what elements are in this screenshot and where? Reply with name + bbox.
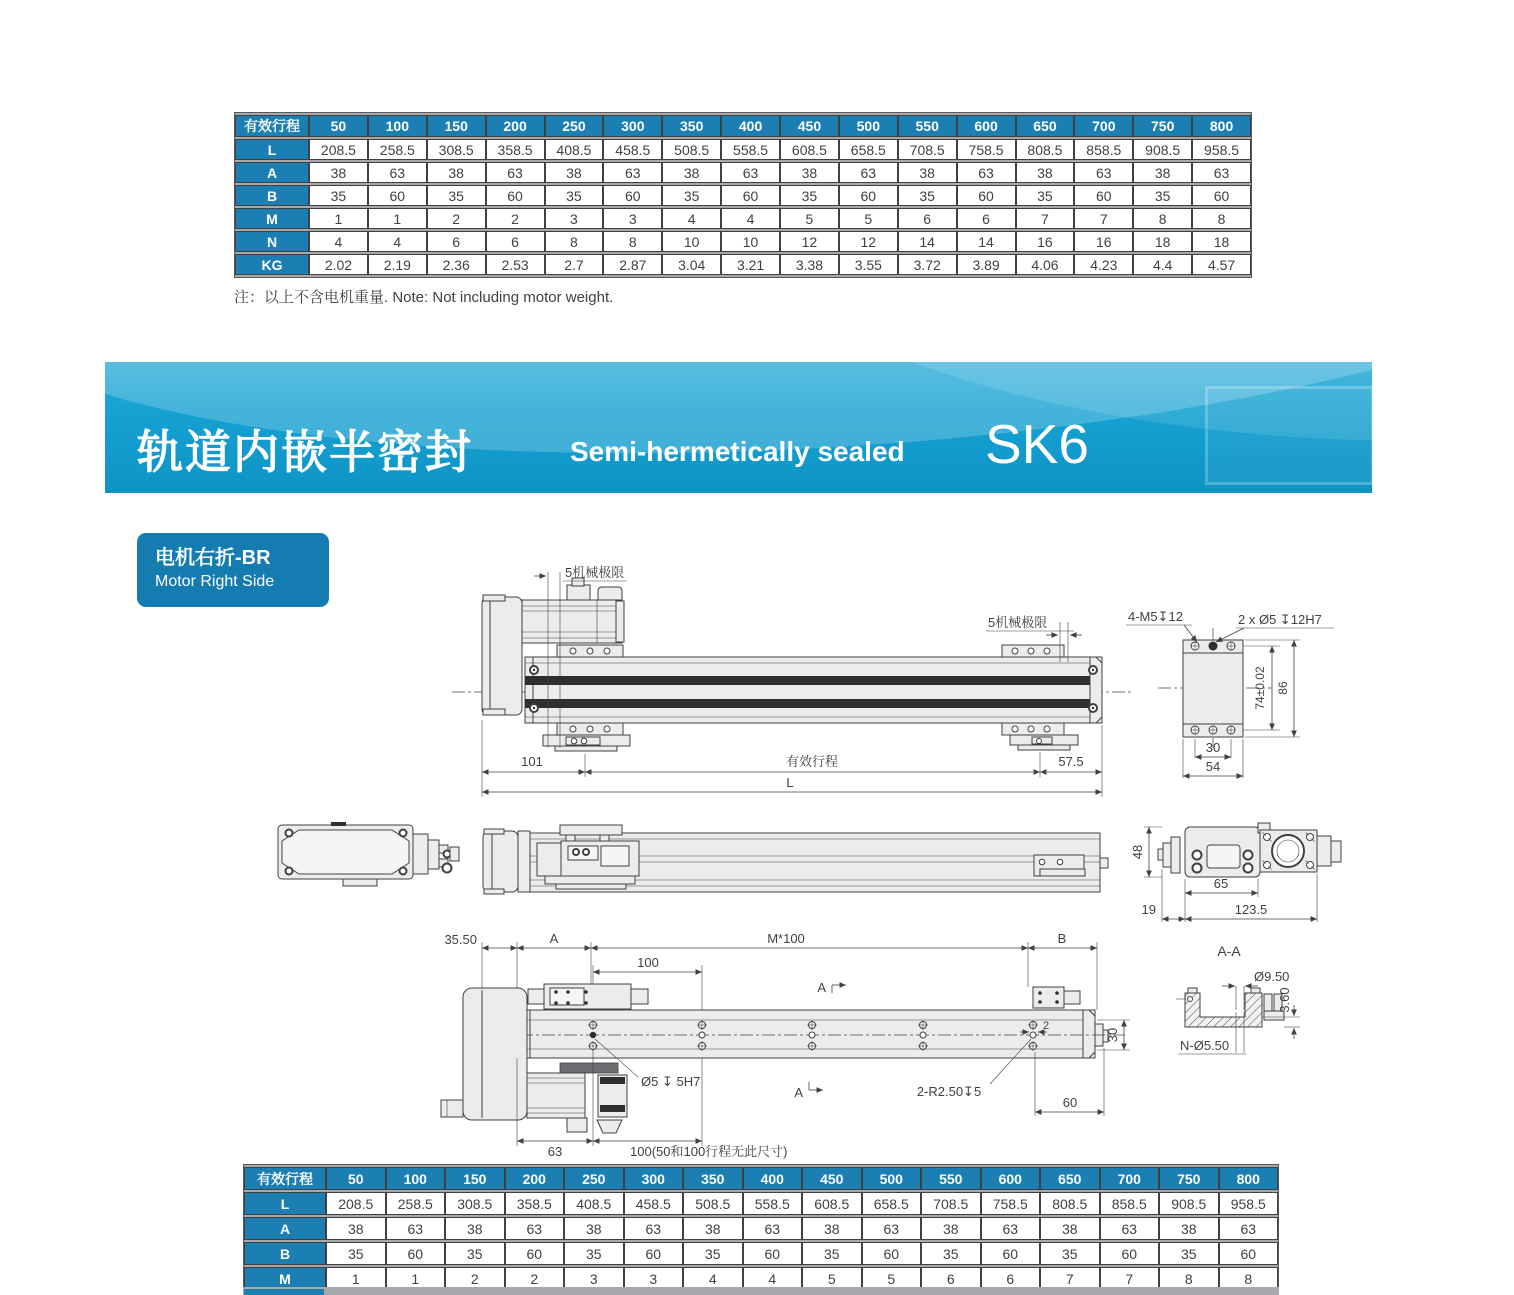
dim-65: 65 [1213, 876, 1229, 891]
spec-table-top [234, 112, 1252, 278]
spec-value: 608.5 [780, 139, 839, 160]
dim-M100: M*100 [767, 931, 805, 946]
spec-value: 658.5 [862, 1192, 922, 1215]
spec-value: 3 [603, 208, 662, 229]
dim-100: 100 [637, 955, 659, 970]
stroke-col-header: 250 [564, 1167, 624, 1190]
spec-value: 2 [486, 208, 545, 229]
stroke-col-header: 150 [445, 1167, 505, 1190]
side-profile-drawing [483, 825, 1108, 894]
stroke-col-header: 600 [981, 1167, 1041, 1190]
spec-value: 63 [957, 162, 1016, 183]
motor-connector [567, 585, 590, 600]
stroke-col-header: 650 [1016, 115, 1075, 137]
spec-value: 60 [624, 1242, 684, 1265]
stroke-col-header: 100 [368, 115, 427, 137]
stroke-col-header: 50 [309, 115, 368, 137]
motor-body [522, 600, 622, 643]
section-marker-a-bottom: A [794, 1085, 803, 1100]
spec-value: 38 [1133, 162, 1192, 183]
spec-value: 558.5 [721, 139, 780, 160]
spec-value: 658.5 [839, 139, 898, 160]
spec-value: 35 [445, 1242, 505, 1265]
spec-value: 7 [1074, 208, 1133, 229]
spec-row-A [244, 1217, 1278, 1240]
spec-value: 12 [839, 231, 898, 252]
spec-value: 60 [743, 1242, 803, 1265]
spec-value: 63 [624, 1217, 684, 1240]
spec-value: 4 [662, 208, 721, 229]
row-label: L [244, 1192, 326, 1215]
dim-19: 19 [1141, 902, 1156, 917]
motor-end-housing [482, 597, 522, 715]
spec-value: 3 [564, 1267, 624, 1290]
spec-value: 60 [721, 185, 780, 206]
stroke-col-header: 800 [1219, 1167, 1279, 1190]
spec-value: 63 [1074, 162, 1133, 183]
dim-48: 48 [1130, 844, 1145, 860]
stroke-col-header: 200 [486, 115, 545, 137]
dim-74: 74±0.02 [1253, 666, 1267, 710]
stroke-col-header: 800 [1192, 115, 1251, 137]
spec-value: 60 [505, 1242, 565, 1265]
callout-r-groove: 2-R2.50↧5 [916, 1084, 982, 1099]
spec-value: 5 [780, 208, 839, 229]
spec-value: 608.5 [802, 1192, 862, 1215]
header-row [235, 115, 1251, 137]
spec-value: 3.04 [662, 254, 721, 275]
spec-value: 258.5 [386, 1192, 446, 1215]
spec-value: 708.5 [921, 1192, 981, 1215]
spec-value: 63 [486, 162, 545, 183]
spec-value: 63 [603, 162, 662, 183]
dim-86: 86 [1276, 681, 1290, 695]
spec-value: 60 [1192, 185, 1251, 206]
dim-60: 60 [1062, 1095, 1078, 1110]
spec-value: 1 [386, 1267, 446, 1290]
spec-table-bottom [243, 1164, 1279, 1293]
dim-30-vertical: 30 [1105, 1027, 1120, 1043]
front-view-drawing [452, 565, 1132, 797]
dim-effective-stroke: 有效行程 [785, 754, 839, 769]
spec-value: 14 [898, 231, 957, 252]
spec-value: 4.4 [1133, 254, 1192, 275]
spec-value: 63 [368, 162, 427, 183]
spec-value: 358.5 [505, 1192, 565, 1215]
stroke-col-header: 750 [1159, 1167, 1219, 1190]
callout-pin-hole: Ø5 ↧ 5H7 [641, 1074, 701, 1089]
banner-title-en: Semi-hermetically sealed [570, 436, 905, 467]
spec-value: 358.5 [486, 139, 545, 160]
spec-value: 60 [486, 185, 545, 206]
rail-track-strip [525, 676, 1102, 685]
spec-value: 4.06 [1016, 254, 1075, 275]
motor-top-view-drawing [278, 822, 459, 886]
stroke-col-header: 650 [1040, 1167, 1100, 1190]
spec-value: 60 [1074, 185, 1133, 206]
spec-value: 2.19 [368, 254, 427, 275]
spec-value: 38 [326, 1217, 386, 1240]
dim-123-5: 123.5 [1234, 902, 1268, 917]
spec-value: 958.5 [1192, 139, 1251, 160]
spec-value: 3 [624, 1267, 684, 1290]
spec-value: 35 [427, 185, 486, 206]
spec-row-N [235, 231, 1251, 252]
technical-drawings [0, 540, 1514, 1180]
spec-value: 38 [309, 162, 368, 183]
section-marker-a-top: A [817, 980, 826, 995]
spec-value: 38 [564, 1217, 624, 1240]
dim-54: 54 [1205, 759, 1221, 774]
variant-name-en: Motor Right Side [155, 573, 275, 590]
spec-value: 60 [981, 1242, 1041, 1265]
spec-value: 63 [1100, 1217, 1160, 1240]
spec-value: 35 [1159, 1242, 1219, 1265]
row-label: A [235, 162, 309, 183]
spec-value: 2.7 [545, 254, 604, 275]
spec-value: 35 [1040, 1242, 1100, 1265]
spec-value: 16 [1074, 231, 1133, 252]
spec-value: 35 [1016, 185, 1075, 206]
callout-tapped-holes: 4-M5↧12 [1128, 609, 1183, 624]
header-row [244, 1167, 1278, 1190]
spec-value: 4 [721, 208, 780, 229]
callout-n-holes: N-Ø5.50 [1180, 1038, 1230, 1053]
stroke-col-header: 400 [721, 115, 780, 137]
stroke-col-header: 350 [662, 115, 721, 137]
row-label: KG [235, 254, 309, 275]
spec-value: 5 [862, 1267, 922, 1290]
spec-value: 63 [981, 1217, 1041, 1240]
spec-value: 708.5 [898, 139, 957, 160]
table-cut-row [243, 1287, 1279, 1295]
spec-value: 63 [1219, 1217, 1279, 1240]
spec-value: 2 [505, 1267, 565, 1290]
spec-value: 3.55 [839, 254, 898, 275]
stroke-col-header: 400 [743, 1167, 803, 1190]
spec-value: 858.5 [1100, 1192, 1160, 1215]
stroke-col-header: 300 [603, 115, 662, 137]
spec-value: 63 [1192, 162, 1251, 183]
dim-63: 63 [547, 1144, 563, 1159]
row-label: M [244, 1267, 326, 1290]
spec-value: 508.5 [662, 139, 721, 160]
spec-value: 60 [862, 1242, 922, 1265]
carriage-profile [560, 825, 622, 835]
spec-value: 408.5 [545, 139, 604, 160]
spec-value: 35 [662, 185, 721, 206]
banner-model-code: SK6 [985, 413, 1089, 475]
mech-limit-callout-left: 5机械极限 [565, 565, 625, 580]
spec-value: 6 [981, 1267, 1041, 1290]
spec-value: 38 [1040, 1217, 1100, 1240]
spec-value: 63 [839, 162, 898, 183]
rail-bottom-body [517, 1010, 1095, 1058]
callout-dowel-holes: 2 x Ø5 ↧12H7 [1238, 612, 1322, 627]
stroke-col-header: 250 [545, 115, 604, 137]
spec-value: 35 [683, 1242, 743, 1265]
row-label: B [235, 185, 309, 206]
spec-value: 3.89 [957, 254, 1016, 275]
spec-value: 8 [545, 231, 604, 252]
spec-value: 2.87 [603, 254, 662, 275]
spec-value: 35 [898, 185, 957, 206]
spec-value: 8 [1192, 208, 1251, 229]
spec-value: 4 [368, 231, 427, 252]
spec-value: 4 [683, 1267, 743, 1290]
stroke-col-header: 500 [862, 1167, 922, 1190]
spec-value: 808.5 [1040, 1192, 1100, 1215]
spec-value: 35 [802, 1242, 862, 1265]
section-profile [1185, 993, 1262, 1027]
rail-track-strip [525, 699, 1102, 708]
spec-value: 10 [721, 231, 780, 252]
spec-value: 38 [662, 162, 721, 183]
spec-value: 7 [1100, 1267, 1160, 1290]
spec-value: 8 [603, 231, 662, 252]
spec-value: 4 [743, 1267, 803, 1290]
spec-value: 18 [1192, 231, 1251, 252]
stroke-col-header: 150 [427, 115, 486, 137]
spec-value: 308.5 [427, 139, 486, 160]
spec-row-M [235, 208, 1251, 229]
spec-value: 2.53 [486, 254, 545, 275]
spec-value: 6 [957, 208, 1016, 229]
spec-value: 558.5 [743, 1192, 803, 1215]
stroke-col-header: 550 [898, 115, 957, 137]
spec-value: 60 [1100, 1242, 1160, 1265]
spec-value: 38 [1016, 162, 1075, 183]
stroke-col-header: 200 [505, 1167, 565, 1190]
spec-value: 8 [1133, 208, 1192, 229]
spec-value: 1 [368, 208, 427, 229]
spec-value: 808.5 [1016, 139, 1075, 160]
mech-limit-callout-right: 5机械极限 [988, 615, 1048, 630]
spec-value: 63 [862, 1217, 922, 1240]
spec-value: 35 [780, 185, 839, 206]
spec-value: 38 [427, 162, 486, 183]
spec-value: 4.23 [1074, 254, 1133, 275]
spec-value: 60 [1219, 1242, 1279, 1265]
spec-value: 38 [1159, 1217, 1219, 1240]
spec-value: 38 [683, 1217, 743, 1240]
spec-value: 8 [1159, 1267, 1219, 1290]
spec-value: 60 [386, 1242, 446, 1265]
spec-row-L [244, 1192, 1278, 1215]
spec-value: 4 [309, 231, 368, 252]
series-banner [105, 362, 1372, 493]
dim-2: 2 [1043, 1020, 1050, 1032]
spec-value: 6 [486, 231, 545, 252]
spec-value: 14 [957, 231, 1016, 252]
spec-value: 758.5 [957, 139, 1016, 160]
spec-value: 35 [309, 185, 368, 206]
motor-connector-2 [598, 587, 622, 600]
spec-value: 5 [802, 1267, 862, 1290]
dim-phi-9-50: Ø9.50 [1254, 969, 1290, 984]
dim-57-5: 57.5 [1058, 754, 1084, 769]
spec-value: 858.5 [1074, 139, 1133, 160]
variant-name-cn: 电机右折-BR [155, 547, 271, 569]
stroke-col-header: 450 [780, 115, 839, 137]
row-label: L [235, 139, 309, 160]
spec-row-A [235, 162, 1251, 183]
stroke-col-header: 600 [957, 115, 1016, 137]
spec-value: 1 [309, 208, 368, 229]
spec-value: 3.38 [780, 254, 839, 275]
spec-value: 63 [386, 1217, 446, 1240]
spec-value: 4.57 [1192, 254, 1251, 275]
spec-value: 60 [603, 185, 662, 206]
section-title: A-A [1217, 943, 1241, 959]
end-view-body [1183, 640, 1243, 737]
end-view-drawing [1126, 609, 1334, 778]
spec-value: 908.5 [1133, 139, 1192, 160]
spec-value: 35 [1133, 185, 1192, 206]
spec-value: 3.72 [898, 254, 957, 275]
dim-35-50: 35.50 [444, 932, 477, 947]
stroke-col-header: 50 [326, 1167, 386, 1190]
dim-30: 30 [1205, 740, 1221, 755]
spec-value: 2 [427, 208, 486, 229]
spec-value: 2 [445, 1267, 505, 1290]
stroke-header-label: 有效行程 [235, 115, 309, 137]
spec-row-B [235, 185, 1251, 206]
note-text: 注：以上不含电机重量. Note: Not including motor weight. [234, 289, 614, 306]
stroke-col-header: 750 [1133, 115, 1192, 137]
spec-value: 18 [1133, 231, 1192, 252]
banner-highlight-box [1205, 386, 1372, 485]
section-aa-drawing [1176, 943, 1300, 1054]
motor-body-bottom [527, 1073, 585, 1118]
spec-value: 2.36 [427, 254, 486, 275]
spec-value: 458.5 [603, 139, 662, 160]
spec-value: 408.5 [564, 1192, 624, 1215]
stroke-col-header: 300 [624, 1167, 684, 1190]
spec-value: 60 [368, 185, 427, 206]
spec-value: 6 [921, 1267, 981, 1290]
spec-value: 3 [545, 208, 604, 229]
spec-value: 8 [1219, 1267, 1279, 1290]
spec-value: 35 [564, 1242, 624, 1265]
spec-value: 208.5 [326, 1192, 386, 1215]
stroke-col-header: 550 [921, 1167, 981, 1190]
compact-top-view-drawing [1130, 823, 1341, 922]
spec-value: 63 [743, 1217, 803, 1240]
spec-value: 38 [545, 162, 604, 183]
rail-body [525, 657, 1102, 723]
spec-value: 2.02 [309, 254, 368, 275]
spec-value: 60 [957, 185, 1016, 206]
stroke-col-header: 350 [683, 1167, 743, 1190]
spec-value: 35 [545, 185, 604, 206]
spec-value: 63 [721, 162, 780, 183]
spec-value: 12 [780, 231, 839, 252]
spec-value: 16 [1016, 231, 1075, 252]
spec-value: 958.5 [1219, 1192, 1279, 1215]
stroke-col-header: 500 [839, 115, 898, 137]
spec-value: 7 [1016, 208, 1075, 229]
spec-value: 458.5 [624, 1192, 684, 1215]
dim-B: B [1057, 931, 1067, 946]
spec-value: 38 [802, 1217, 862, 1240]
spec-value: 908.5 [1159, 1192, 1219, 1215]
spec-value: 1 [326, 1267, 386, 1290]
spec-value: 60 [839, 185, 898, 206]
stroke-col-header: 700 [1074, 115, 1133, 137]
dim-3-60: 3.60 [1277, 987, 1292, 1013]
spec-value: 38 [921, 1217, 981, 1240]
spec-value: 6 [898, 208, 957, 229]
banner-title-cn: 轨道内嵌半密封 [137, 426, 473, 478]
stroke-header-label: 有效行程 [244, 1167, 326, 1190]
row-label: M [235, 208, 309, 229]
spec-value: 10 [662, 231, 721, 252]
bottom-view-drawing [441, 931, 1130, 1159]
spec-value: 38 [445, 1217, 505, 1240]
spec-row-L [235, 139, 1251, 160]
spec-value: 38 [898, 162, 957, 183]
spec-value: 508.5 [683, 1192, 743, 1215]
spec-value: 63 [505, 1217, 565, 1240]
spec-value: 35 [326, 1242, 386, 1265]
dim-total-length: L [786, 775, 794, 790]
spec-value: 3.21 [721, 254, 780, 275]
stroke-col-header: 450 [802, 1167, 862, 1190]
dim-100-note: 100(50和100行程无此尺寸) [630, 1144, 788, 1159]
spec-row-KG [235, 254, 1251, 275]
dim-A: A [549, 931, 559, 946]
spec-value: 208.5 [309, 139, 368, 160]
spec-value: 758.5 [981, 1192, 1041, 1215]
row-label: B [244, 1242, 326, 1265]
spec-row-B [244, 1242, 1278, 1265]
row-label: A [244, 1217, 326, 1240]
spec-value: 35 [921, 1242, 981, 1265]
row-label: N [235, 231, 309, 252]
spec-value: 258.5 [368, 139, 427, 160]
spec-value: 5 [839, 208, 898, 229]
dim-101: 101 [521, 754, 543, 769]
motor-housing-bottom [463, 988, 527, 1120]
stroke-col-header: 700 [1100, 1167, 1160, 1190]
spec-value: 38 [780, 162, 839, 183]
spec-value: 6 [427, 231, 486, 252]
spec-value: 308.5 [445, 1192, 505, 1215]
spec-value: 7 [1040, 1267, 1100, 1290]
stroke-col-header: 100 [386, 1167, 446, 1190]
